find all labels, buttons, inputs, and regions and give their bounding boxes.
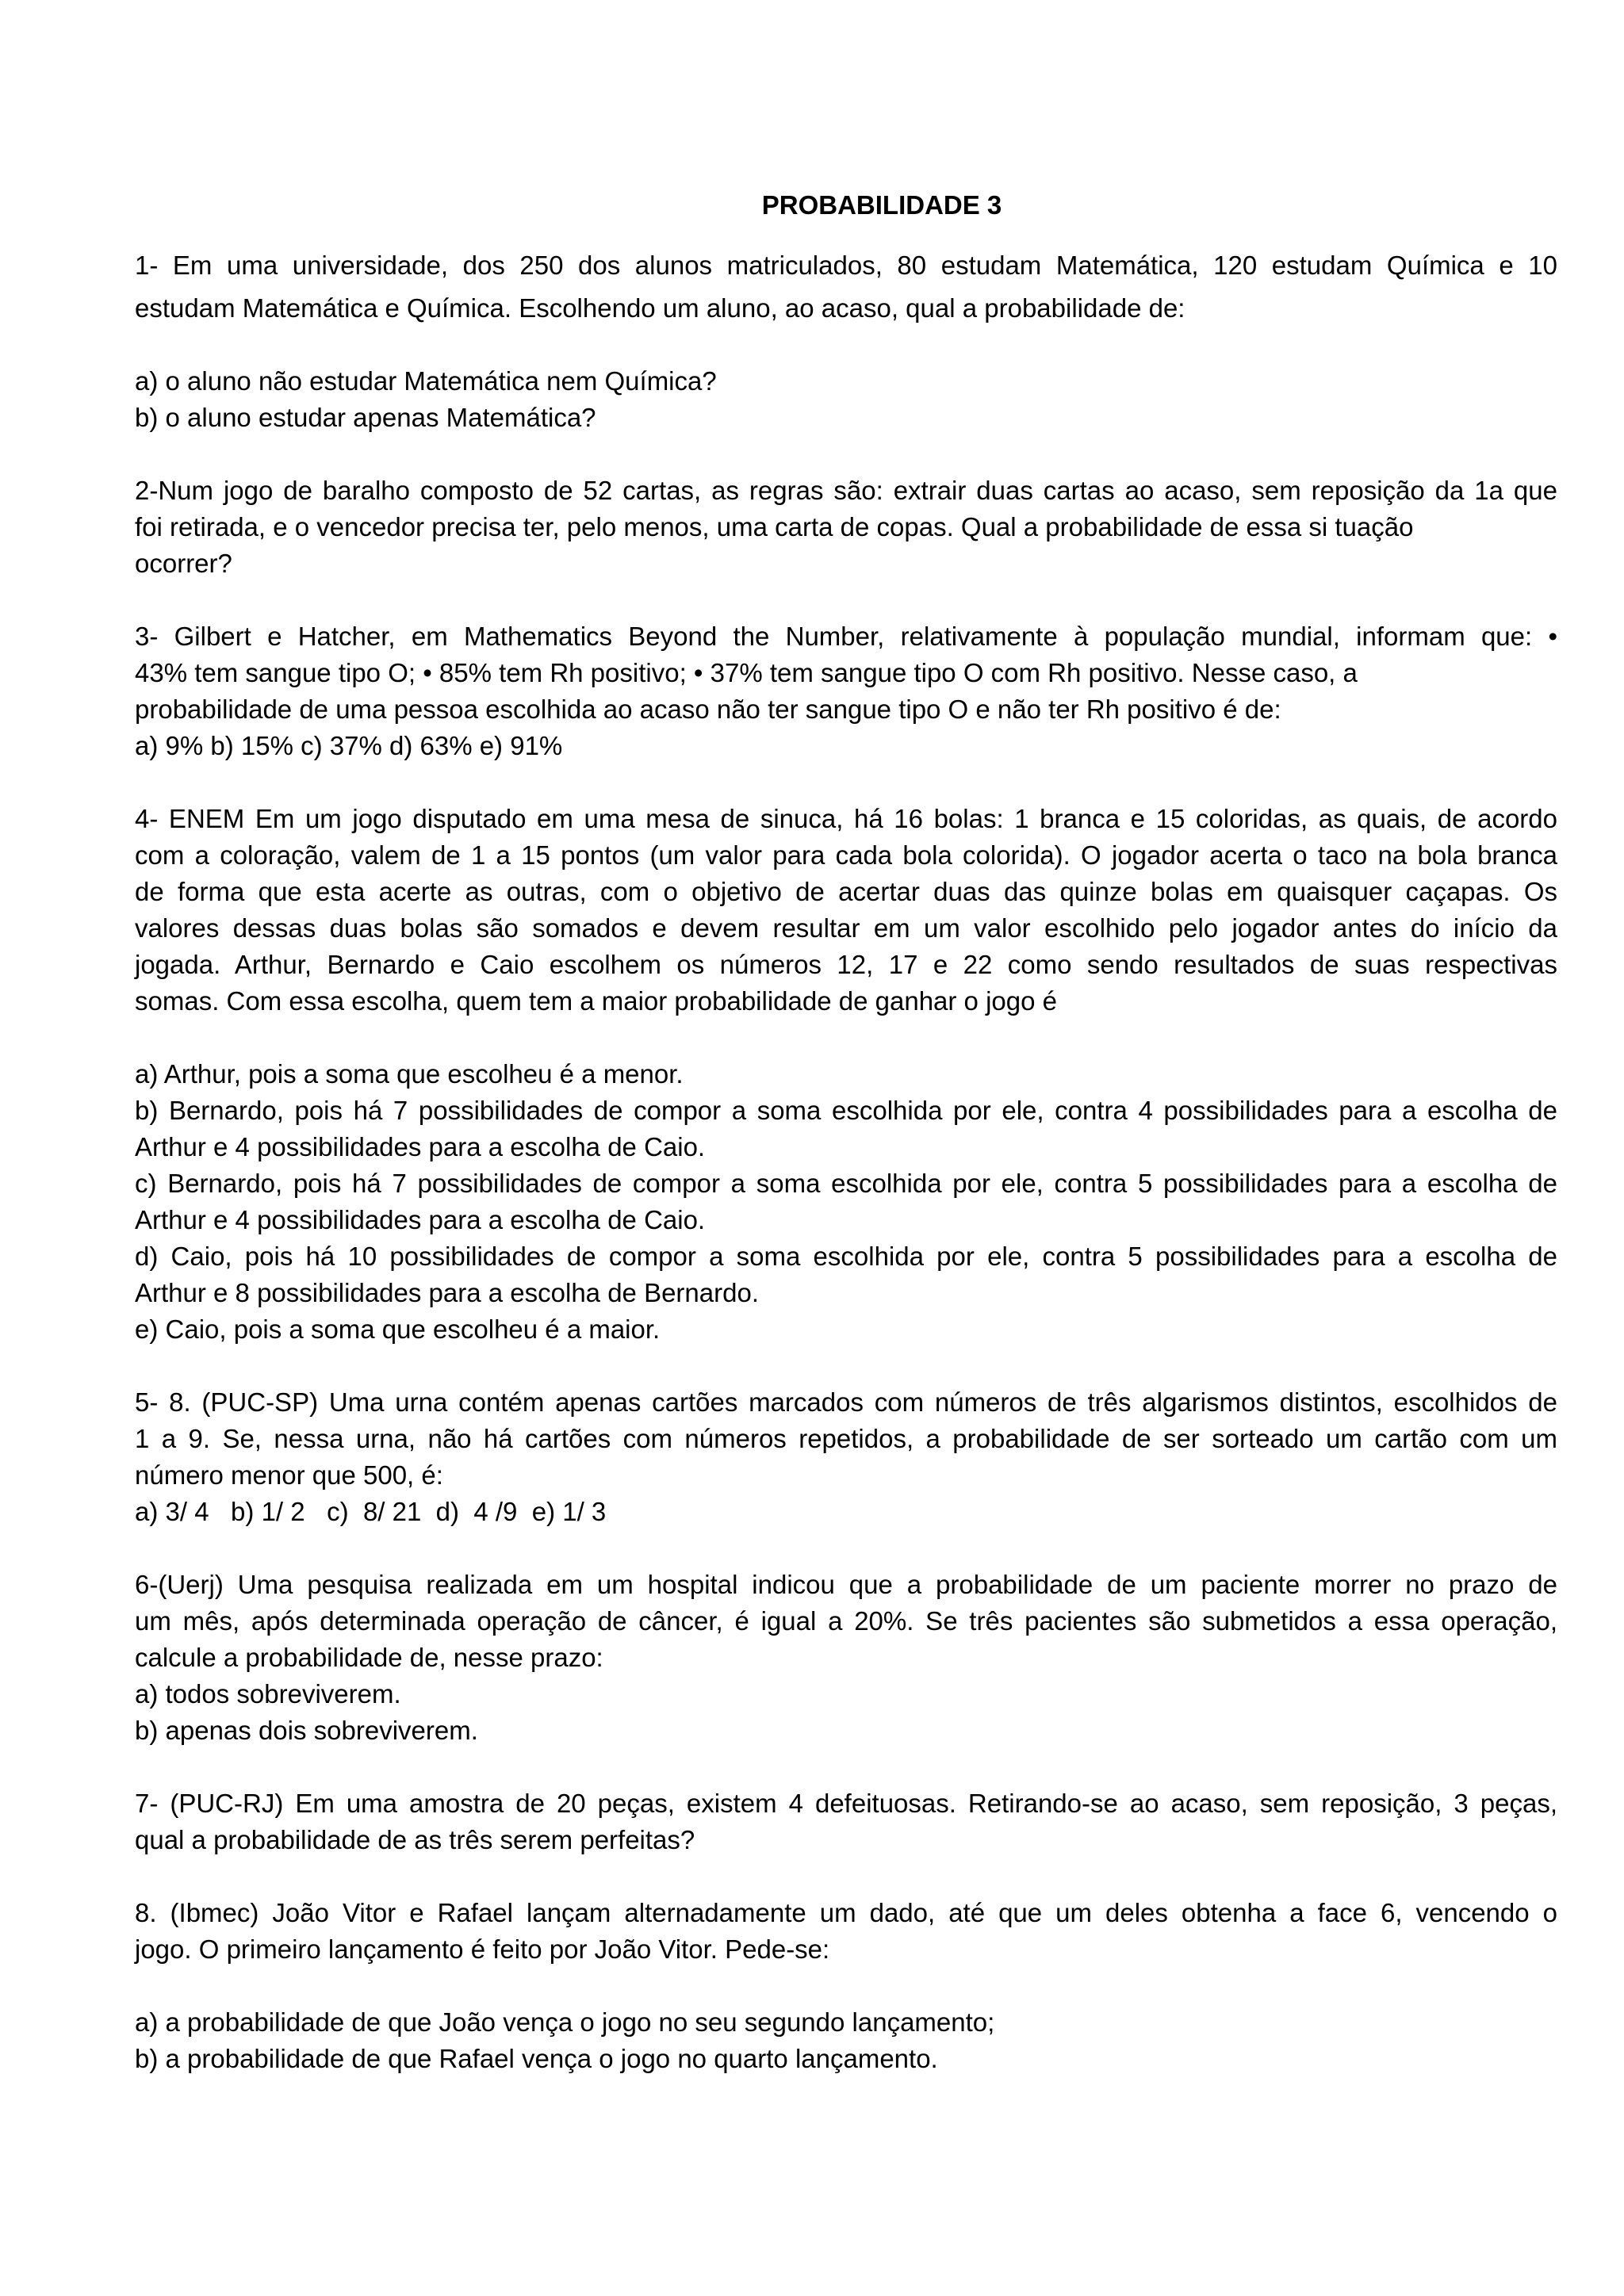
question-4-option-d-line-1: d) Caio, pois há 10 possibilidades de compor a soma escolhida por ele, contra 5 possibilidades para a escolha de (135, 1242, 1557, 1271)
question-4-line-3: de forma que esta acerte as outras, com o objetivo de acertar duas das quinze bolas em quaisquer caçapas. Os (135, 877, 1557, 906)
question-6-option-b: b) apenas dois sobreviverem. (135, 1716, 478, 1745)
question-1-line-2: estudam Matemática e Química. Escolhendo um aluno, ao acaso, qual a probabilidade de: (135, 293, 1185, 323)
question-7-line-2: qual a probabilidade de as três serem perfeitas? (135, 1825, 695, 1854)
question-3 (135, 618, 1557, 764)
question-4-option-c-line-2: Arthur e 4 possibilidades para a escolha de Caio. (135, 1205, 706, 1234)
question-8-option-a: a) a probabilidade de que João vença o jogo no seu segundo lançamento; (135, 2007, 995, 2037)
question-6-line-1: 6-(Uerj) Uma pesquisa realizada em um hospital indicou que a probabilidade de um paciente morrer no prazo de (135, 1570, 1557, 1599)
question-2 (135, 473, 1557, 582)
question-4-line-1: 4- ENEM Em um jogo disputado em uma mesa de sinuca, há 16 bolas: 1 branca e 15 coloridas, as quais, de acordo (135, 804, 1557, 833)
question-8-line-2: jogo. O primeiro lançamento é feito por João Vitor. Pede-se: (135, 1934, 830, 1964)
question-6-line-3: calcule a probabilidade de, nesse prazo: (135, 1643, 603, 1672)
question-3-line-3: probabilidade de uma pessoa escolhida ao acaso não ter sangue tipo O e não ter Rh positivo é de: (135, 695, 1281, 724)
question-5-line-1: 5- 8. (PUC-SP) Uma urna contém apenas cartões marcados com números de três algarismos distintos, escolhidos de (135, 1387, 1557, 1417)
page-title: PROBABILIDADE 3 (761, 190, 1002, 220)
question-4-option-d-line-2: Arthur e 8 possibilidades para a escolha de Bernardo. (135, 1278, 759, 1307)
question-5-line-2: 1 a 9. Se, nessa urna, não há cartões com números repetidos, a probabilidade de ser sorteado um cartão com um (135, 1424, 1557, 1453)
question-6-option-a: a) todos sobreviverem. (135, 1679, 401, 1709)
document-content (135, 187, 1557, 2077)
question-4 (135, 801, 1557, 1348)
question-4-option-b-line-2: Arthur e 4 possibilidades para a escolha de Caio. (135, 1132, 706, 1161)
question-8-option-b: b) a probabilidade de que Rafael vença o jogo no quarto lançamento. (135, 2044, 938, 2073)
question-7-line-1: 7- (PUC-RJ) Em uma amostra de 20 peças, existem 4 defeituosas. Retirando-se ao acaso, sem reposição, 3 peças, (135, 1789, 1557, 1818)
question-6-line-2: um mês, após determinada operação de câncer, é igual a 20%. Se três pacientes são submetidos a essa operação, (135, 1606, 1557, 1636)
question-4-line-6: somas. Com essa escolha, quem tem a maior probabilidade de ganhar o jogo é (135, 986, 1057, 1016)
question-1 (135, 247, 1557, 436)
question-4-line-4: valores dessas duas bolas são somados e devem resultar em um valor escolhido pelo jogador antes do início da (135, 913, 1557, 943)
question-4-option-e: e) Caio, pois a soma que escolheu é a maior. (135, 1314, 661, 1344)
question-4-line-2: com a coloração, valem de 1 a 15 pontos (um valor para cada bola colorida). O jogador acerta o taco na bola branca (135, 840, 1557, 870)
question-6 (135, 1567, 1557, 1749)
question-3-options: a) 9% b) 15% c) 37% d) 63% e) 91% (135, 731, 563, 760)
question-8 (135, 1895, 1557, 2077)
question-4-line-5: jogada. Arthur, Bernardo e Caio escolhem os números 12, 17 e 22 como sendo resultados de suas respectivas (135, 950, 1557, 979)
question-5-line-3: número menor que 500, é: (135, 1460, 443, 1490)
question-2-line-3: ocorrer? (135, 549, 232, 578)
question-4-option-b-line-1: b) Bernardo, pois há 7 possibilidades de compor a soma escolhida por ele, contra 4 possibilidades para a escolha de (135, 1096, 1557, 1125)
question-5 (135, 1384, 1557, 1530)
question-2-line-2: foi retirada, e o vencedor precisa ter, pelo menos, uma carta de copas. Qual a probabilidade de essa si tuação (135, 512, 1414, 541)
question-1-option-a: a) o aluno não estudar Matemática nem Química? (135, 366, 717, 396)
question-4-option-a: a) Arthur, pois a soma que escolheu é a menor. (135, 1059, 684, 1089)
question-8-line-1: 8. (Ibmec) João Vitor e Rafael lançam alternadamente um dado, até que um deles obtenha a face 6, vencendo o (135, 1898, 1557, 1927)
question-3-line-1: 3- Gilbert e Hatcher, em Mathematics Beyond the Number, relativamente à população mundial, informam que: • (135, 622, 1557, 651)
question-7 (135, 1785, 1557, 1858)
question-1-option-b: b) o aluno estudar apenas Matemática? (135, 403, 596, 432)
question-1-line-1: 1- Em uma universidade, dos 250 dos alunos matriculados, 80 estudam Matemática, 120 estudam Química e 10 (135, 251, 1557, 280)
question-4-option-c-line-1: c) Bernardo, pois há 7 possibilidades de compor a soma escolhida por ele, contra 5 possibilidades para a escolha de (135, 1169, 1557, 1198)
question-5-options: a) 3/ 4 b) 1/ 2 c) 8/ 21 d) 4 /9 e) 1/ 3 (135, 1497, 607, 1526)
question-2-line-1: 2-Num jogo de baralho composto de 52 cartas, as regras são: extrair duas cartas ao acaso, sem reposição da 1a que (135, 476, 1557, 505)
question-3-line-2: 43% tem sangue tipo O; • 85% tem Rh positivo; • 37% tem sangue tipo O com Rh positivo. Nesse caso, a (135, 658, 1358, 687)
